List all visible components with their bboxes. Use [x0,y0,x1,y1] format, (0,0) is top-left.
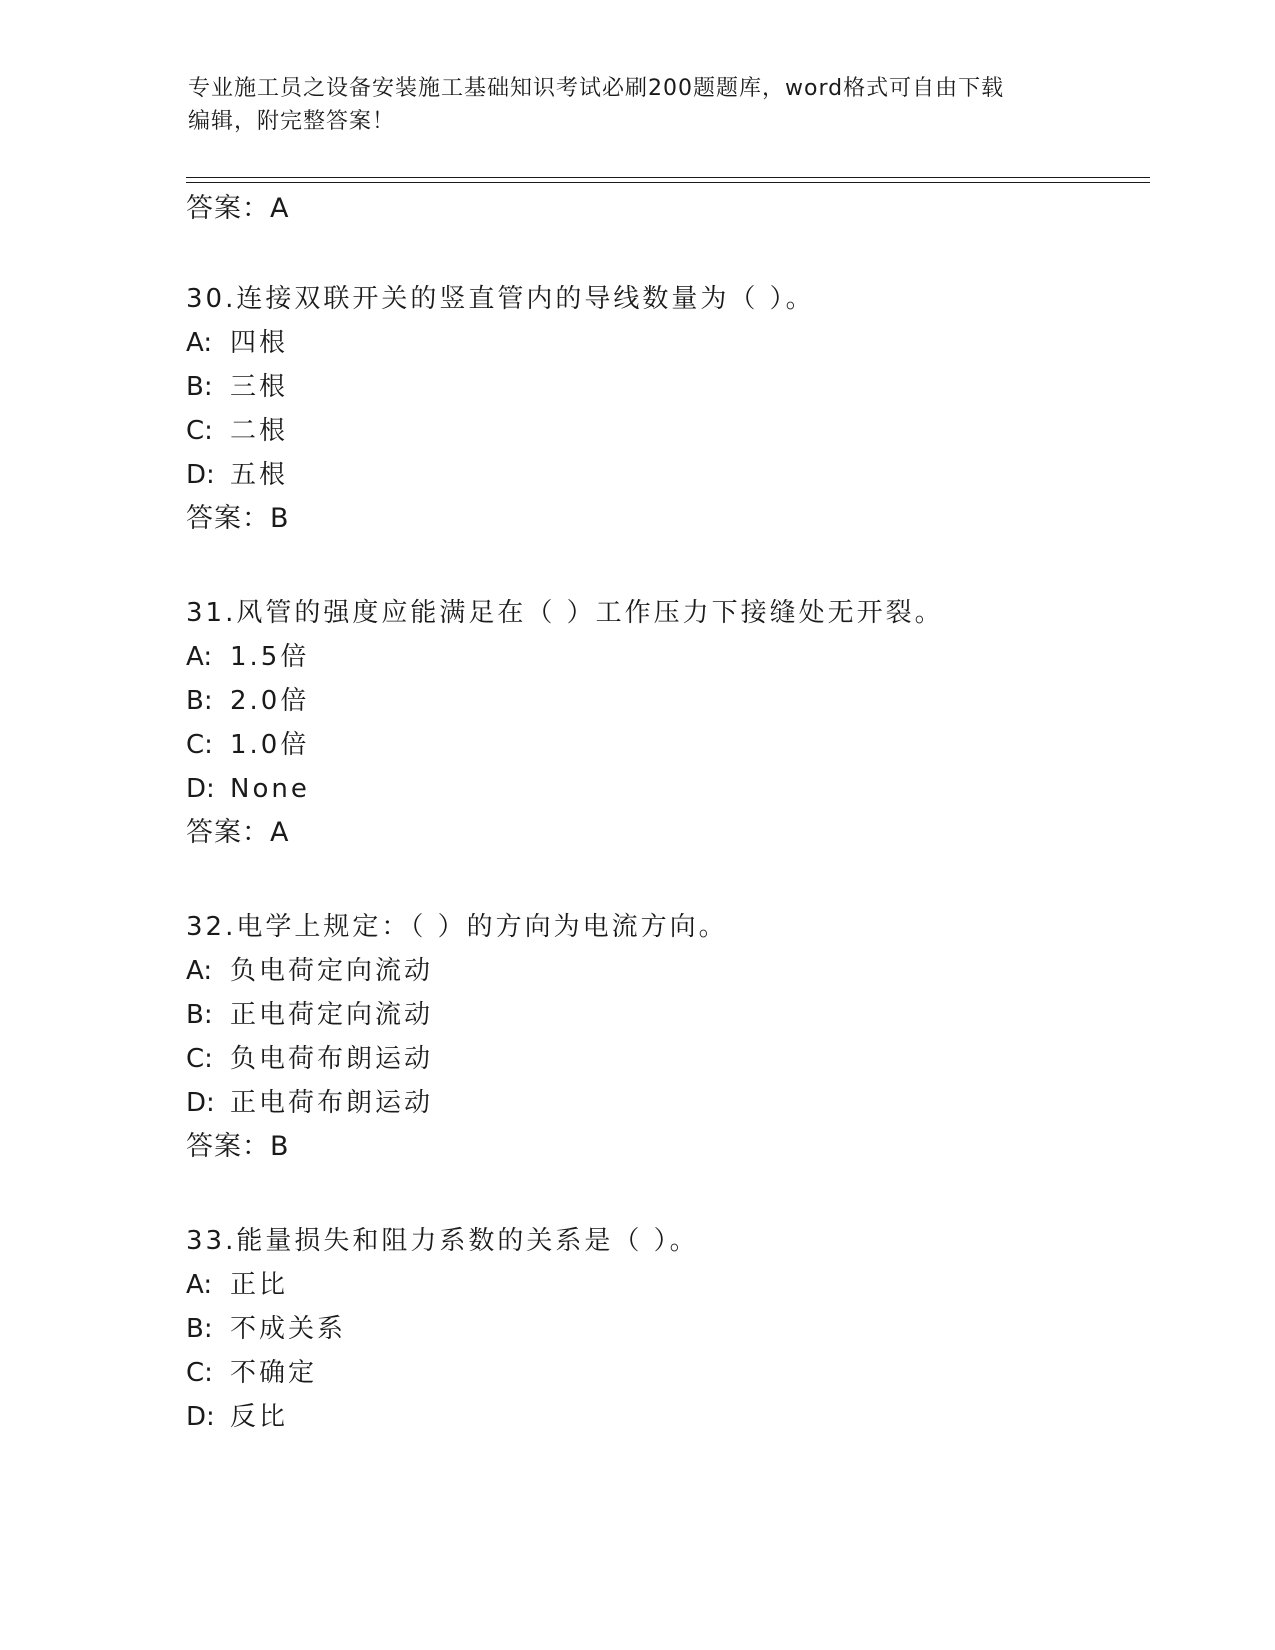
option-d [186,772,310,806]
question-stem: 32.电学上规定：（ ）的方向为电流方向。 [186,912,728,942]
option-a [186,326,288,360]
option-key: B: [186,372,213,402]
option-key: A: [186,1270,213,1300]
option-text: 负电荷布朗运动 [230,1044,434,1074]
option-text: 二根 [230,416,289,446]
option-b [186,998,433,1032]
option-a [186,640,309,674]
option-text: 四根 [230,328,289,358]
option-key: A: [186,328,213,358]
option-d [186,458,288,492]
question-stem: 33.能量损失和阻力系数的关系是（ ）。 [186,1226,699,1256]
option-d [186,1086,433,1120]
option-b [186,1312,346,1346]
option-b [186,370,288,404]
option-text: 正比 [230,1270,289,1300]
option-a [186,1268,288,1302]
answer-line: 答案：A [186,817,290,848]
option-text: 正电荷布朗运动 [230,1088,434,1118]
header-line-2: 编辑，附完整答案！ [188,109,396,134]
option-key: C: [186,1044,213,1074]
answer-line: 答案：A [186,193,290,224]
option-text: 1.0倍 [230,730,310,760]
header-line-1: 专业施工员之设备安装施工基础知识考试必刷200题题库，word格式可自由下载 [188,76,1005,101]
option-b [186,684,309,718]
option-key: D: [186,1088,215,1118]
option-text: 正电荷定向流动 [230,1000,434,1030]
option-text: None [230,774,310,804]
option-text: 反比 [230,1402,289,1432]
option-a [186,954,433,988]
option-text: 2.0倍 [230,686,310,716]
document-header [188,72,1088,138]
option-key: B: [186,686,213,716]
option-text: 五根 [230,460,289,490]
header-divider-bottom [186,182,1150,183]
option-c [186,1356,317,1390]
option-text: 不成关系 [230,1314,347,1344]
option-key: D: [186,460,215,490]
option-key: A: [186,956,213,986]
option-c [186,1042,433,1076]
option-key: B: [186,1000,213,1030]
option-key: D: [186,774,215,804]
answer-line: 答案：B [186,503,290,534]
header-divider-top [186,177,1150,178]
option-key: C: [186,1358,213,1388]
question-stem: 30.连接双联开关的竖直管内的导线数量为（ ）。 [186,284,815,314]
option-text: 不确定 [230,1358,318,1388]
option-key: C: [186,416,213,446]
option-text: 三根 [230,372,289,402]
answer-line: 答案：B [186,1131,290,1162]
option-key: B: [186,1314,213,1344]
question-stem: 31.风管的强度应能满足在（ ）工作压力下接缝处无开裂。 [186,598,944,628]
option-d [186,1400,288,1434]
option-key: C: [186,730,213,760]
option-c [186,414,288,448]
option-key: D: [186,1402,215,1432]
option-c [186,728,309,762]
option-text: 1.5倍 [230,642,310,672]
option-key: A: [186,642,213,672]
option-text: 负电荷定向流动 [230,956,434,986]
